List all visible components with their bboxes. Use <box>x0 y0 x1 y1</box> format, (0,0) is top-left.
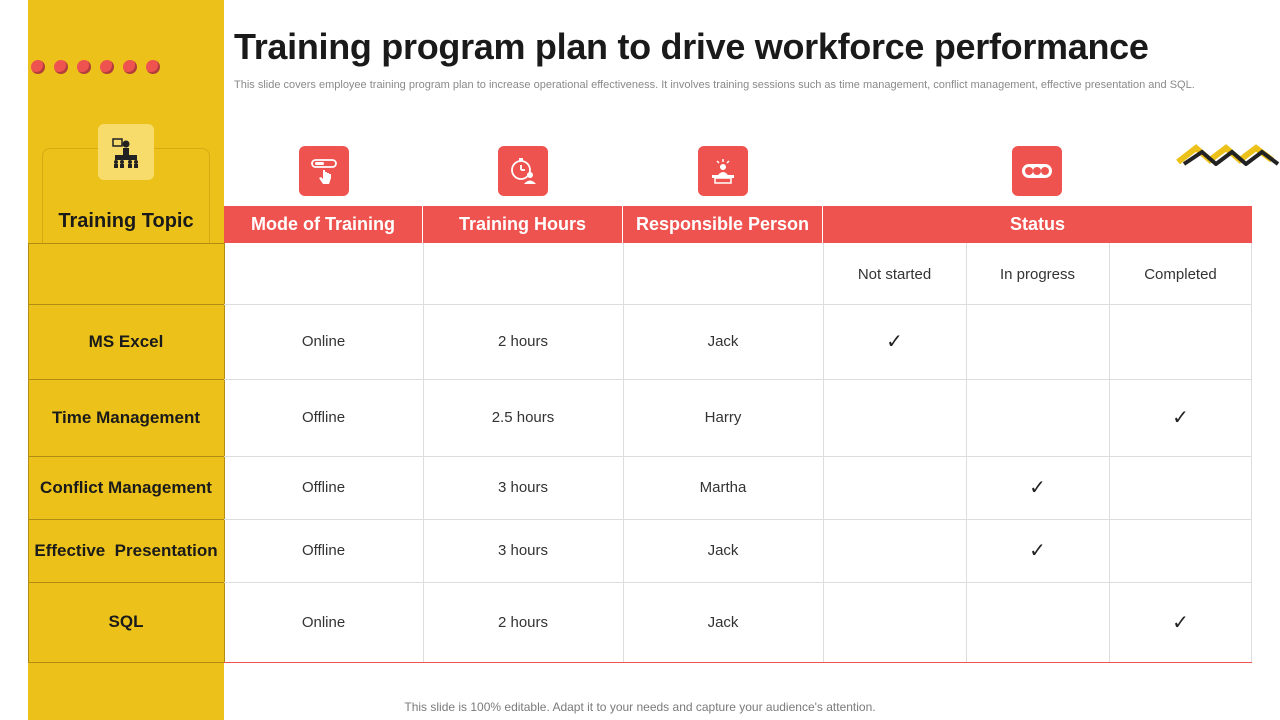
header-mode-of-training: Mode of Training <box>224 206 423 243</box>
status-check-icon: ✓ <box>1172 611 1189 634</box>
header-training-hours: Training Hours <box>423 206 623 243</box>
row-topic: Conflict Management <box>40 477 212 497</box>
row-person: Martha <box>699 479 747 496</box>
hand-click-icon <box>299 146 349 196</box>
row-person: Jack <box>707 333 739 350</box>
row-hours: 2.5 hours <box>491 409 555 426</box>
status-in-progress-header: In progress <box>999 265 1076 283</box>
training-topic-header: Training Topic <box>58 210 194 232</box>
desk-person-icon <box>698 146 748 196</box>
row-hours: 3 hours <box>497 479 549 496</box>
slide-subtitle: This slide covers employee training program plan to increase operational effectiveness. It involves training sessions such as time management, conflict management, effective presentation and SQL. <box>234 79 1195 91</box>
row-topic: Effective Presentation <box>34 540 218 560</box>
row-mode: Online <box>301 333 346 350</box>
table-bottom-line <box>224 662 1252 663</box>
footer-text: This slide is 100% editable. Adapt it to your needs and capture your audience's attention. <box>404 700 876 714</box>
three-circles-icon <box>1012 146 1062 196</box>
row-topic: MS Excel <box>88 331 164 351</box>
row-hours: 2 hours <box>497 613 549 631</box>
row-hours: 2 hours <box>497 333 549 350</box>
row-topic: Time Management <box>51 407 200 427</box>
grid-line <box>28 662 224 663</box>
row-mode: Offline <box>301 409 346 426</box>
row-mode: Offline <box>301 542 346 559</box>
header-status: Status <box>823 206 1252 243</box>
status-check-icon: ✓ <box>886 331 903 353</box>
grid-line <box>966 243 967 663</box>
dot <box>100 60 114 74</box>
presenter-icon <box>98 124 154 180</box>
status-completed-header: Completed <box>1144 265 1217 283</box>
header-responsible-person: Responsible Person <box>623 206 823 243</box>
row-person: Jack <box>707 542 739 559</box>
status-check-icon: ✓ <box>1029 540 1046 562</box>
grid-line <box>28 243 224 244</box>
decorative-dots <box>31 60 160 74</box>
row-mode: Online <box>301 613 346 631</box>
dot <box>31 60 45 74</box>
row-mode: Offline <box>301 479 346 496</box>
row-hours: 3 hours <box>497 542 549 559</box>
stopwatch-person-icon <box>498 146 548 196</box>
row-person: Harry <box>704 409 742 426</box>
status-not-started-header: Not started <box>857 265 932 283</box>
row-person: Jack <box>707 613 739 631</box>
zigzag-decoration <box>1176 142 1280 166</box>
dot <box>123 60 137 74</box>
status-check-icon: ✓ <box>1029 477 1046 499</box>
dot <box>77 60 91 74</box>
row-topic: SQL <box>108 612 144 631</box>
slide-title: Training program plan to drive workforce performance <box>234 26 1149 67</box>
status-check-icon: ✓ <box>1172 407 1189 429</box>
footer-note <box>0 700 1280 714</box>
dot <box>146 60 160 74</box>
dot <box>54 60 68 74</box>
